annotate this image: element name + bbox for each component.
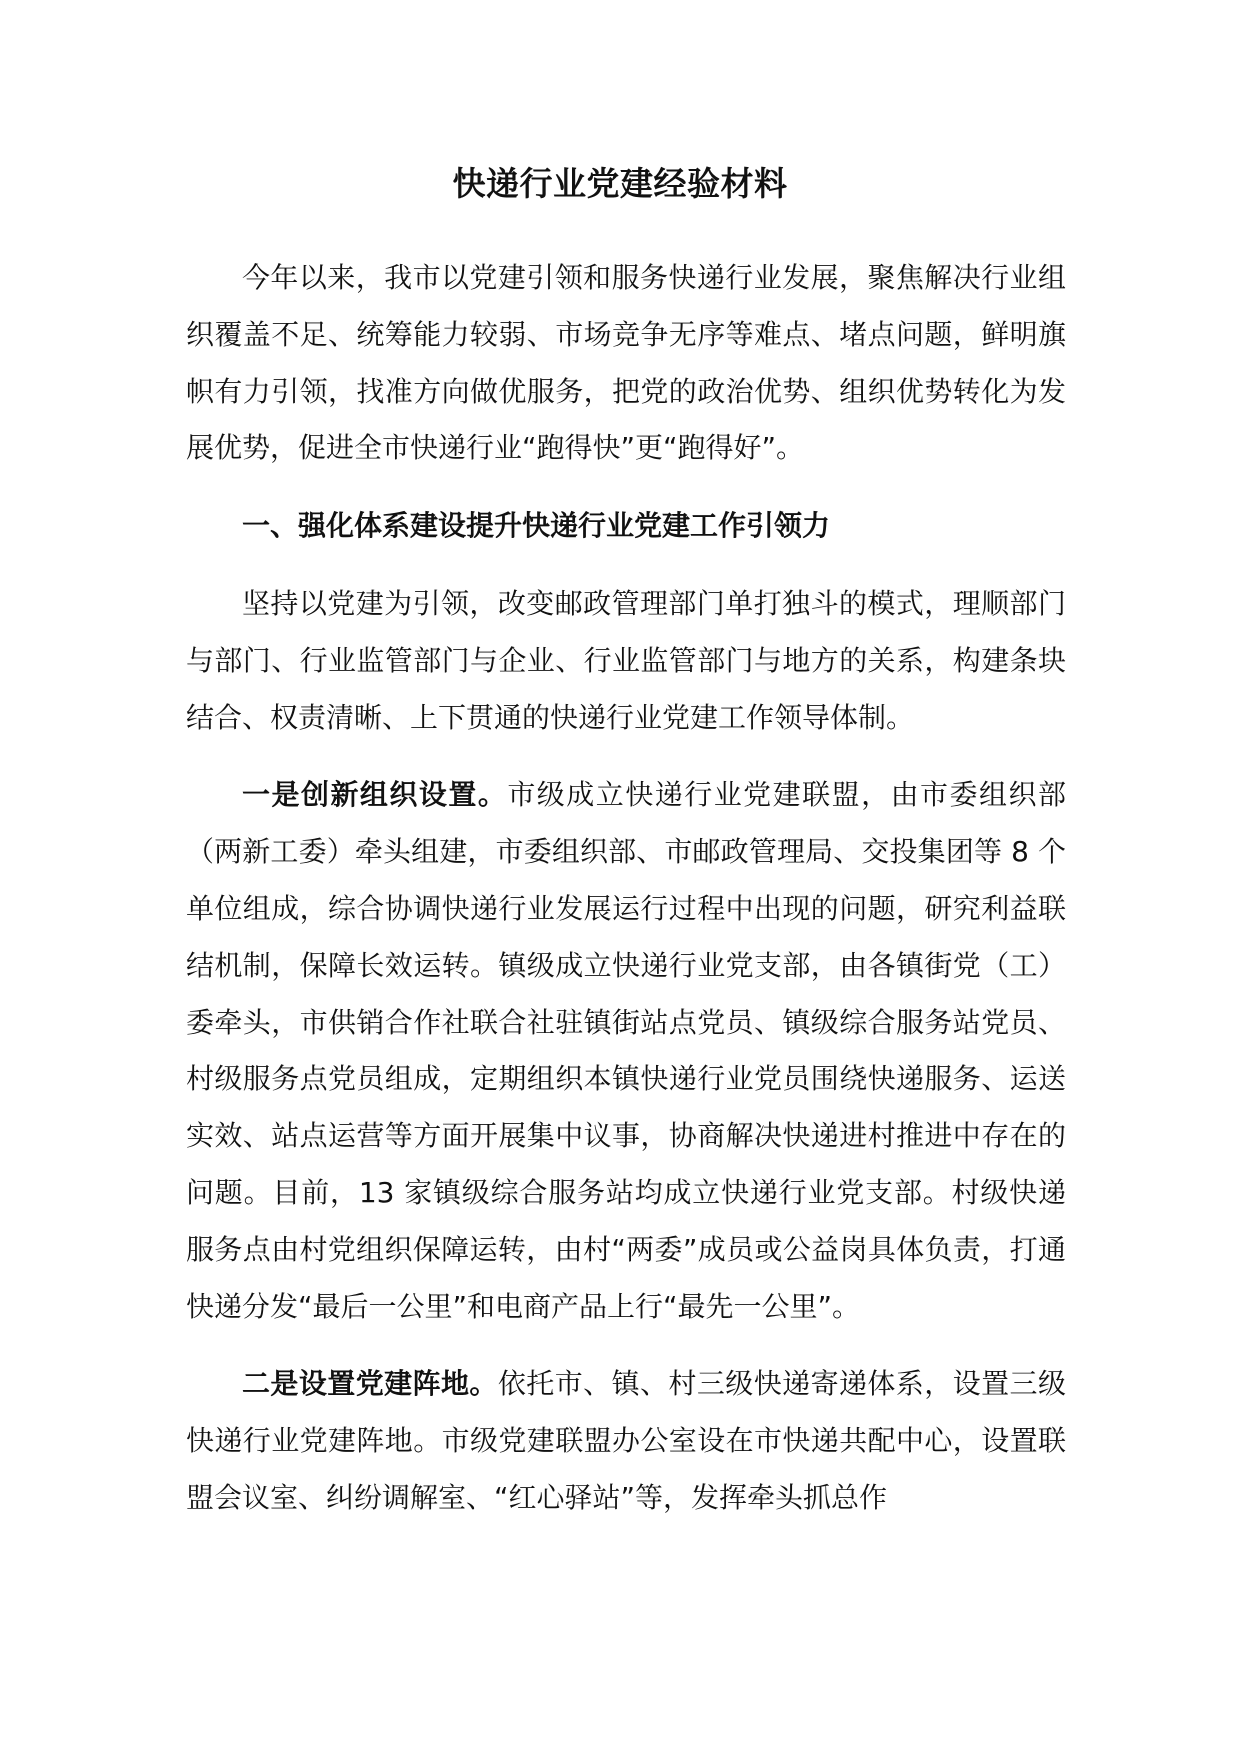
document-body [186,250,1066,1527]
section-heading-text: 一、强化体系建设提升快递行业党建工作引领力 [242,509,831,543]
document-title: 快递行业党建经验材料 [452,164,788,203]
point-paragraph-party-base [186,1356,1066,1526]
intro-paragraph [186,250,1066,477]
point-paragraph-org-setup [186,767,1066,1335]
paragraph-text: 今年以来，我市以党建引领和服务快递行业发展，聚焦解决行业组织覆盖不足、统筹能力较弱、市场竞争无序等难点、堵点问题，鲜明旗帜有力引领，找准方向做优服务，把党的政治优势、组织优势转化为发展优势，促进全市快递行业“跑得快”更“跑得好”。 [186,261,1066,465]
section-intro-paragraph [186,576,1066,746]
paragraph-text: 坚持以党建为引领，改变邮政管理部门单打独斗的模式，理顺部门与部门、行业监管部门与企业、行业监管部门与地方的关系，构建条块结合、权责清晰、上下贯通的快递行业党建工作领导体制。 [186,586,1066,734]
paragraph-lead: 二是设置党建阵地。 [242,1367,498,1401]
paragraph-lead: 一是创新组织设置。 [242,778,508,812]
section-heading [186,498,1066,555]
paragraph-text: 依托市、镇、村三级快递寄递体系，设置三级快递行业党建阵地。市级党建联盟办公室设在市快递共配中心，设置联盟会议室、纠纷调解室、“红心驿站”等，发挥牵头抓总作 [186,1367,1066,1514]
paragraph-text: 市级成立快递行业党建联盟，由市委组织部（两新工委）牵头组建，市委组织部、市邮政管理局、交投集团等 8 个单位组成，综合协调快递行业发展运行过程中出现的问题，研究利益联结机制，保障长效运转。镇级成立快递行业党支部，由各镇街党（工）委牵头，市供销合作社联合社驻镇街站点党员、镇级综合服务站党员、村级服务点党员组成，定期组织本镇快递行业党员围绕快递服务、运送实效、站点运营等方面开展集中议事，协商解决快递进村推进中存在的问题。目前，13 家镇级综合服务站均成立快递行业党支部。村级快递服务点由村党组织保障运转，由村“两委”成员或公益岗具体负责，打通快递分发“最后一公里”和电商产品上行“最先一公里”。 [186,778,1066,1323]
